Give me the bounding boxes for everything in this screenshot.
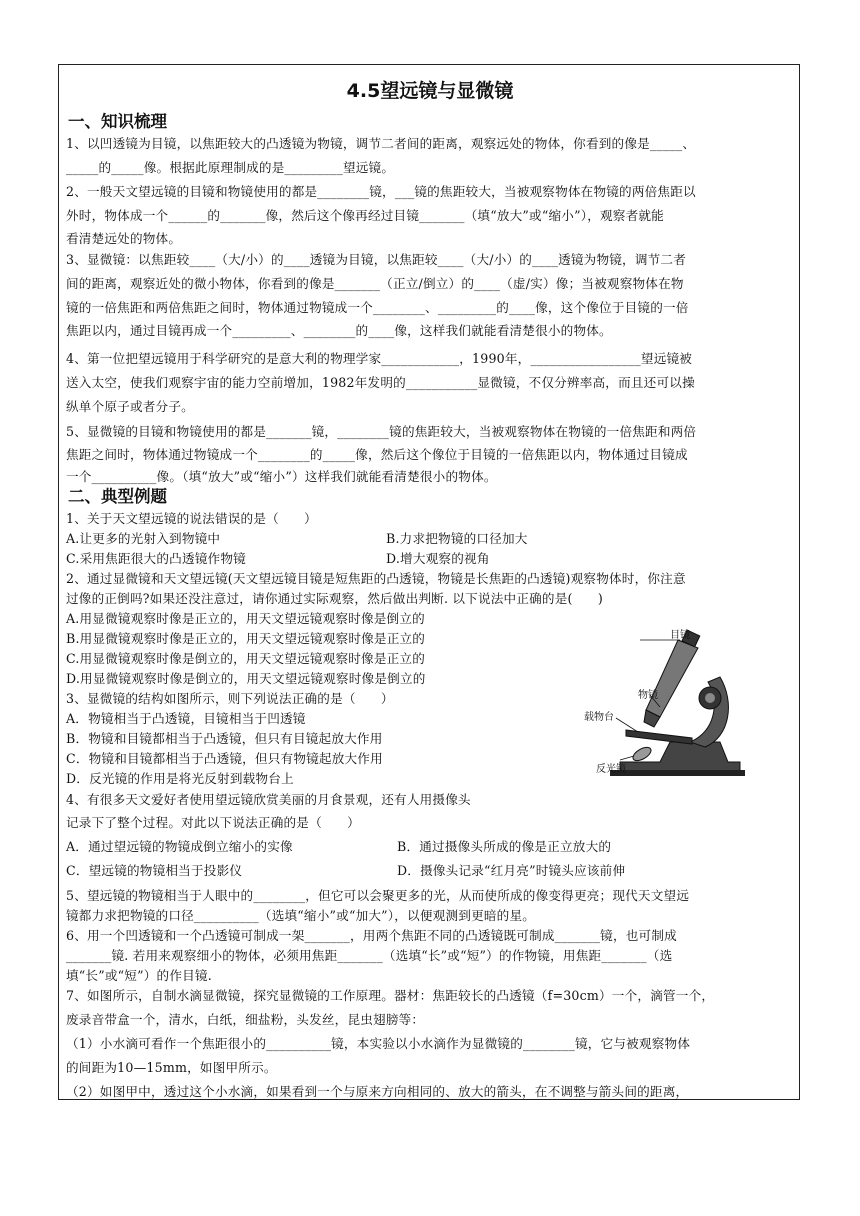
example-2-question-line-1: 2、通过显微镜和天文望远镜(天文望远镜目镜是短焦距的凸透镜，物镜是长焦距的凸透镜)观察物体时，你注意 — [66, 571, 686, 586]
objective-label: 物镜 — [638, 690, 658, 701]
eyepiece-label: 目镜 — [670, 630, 690, 641]
example-1-option-d: D.增大观察的视角 — [386, 551, 490, 566]
knowledge-3-line-2: 间的距离，观察近处的微小物体，你看到的像是_______（正立/倒立）的____（虚/实）像；当被观察物体在物 — [66, 276, 684, 291]
example-3-question: 3、显微镜的结构如图所示，则下列说法正确的是（ ） — [66, 691, 394, 706]
example-1-option-b: B.力求把物镜的口径加大 — [386, 531, 528, 546]
example-3-option-d: D．反光镜的作用是将光反射到载物台上 — [66, 771, 294, 786]
knowledge-4-line-1: 4、第一位把望远镜用于科学研究的是意大利的物理学家____________，1990年，_________________望远镜被 — [66, 351, 693, 366]
knowledge-3-line-3: 镜的一倍焦距和两倍焦距之间时，物体通过物镜成一个________、_________的____像，这个像位于目镜的一倍 — [66, 300, 689, 315]
example-2-option-b: B.用显微镜观察时像是正立的，用天文望远镜观察时像是正立的 — [66, 631, 426, 646]
example-4-option-c: C．望远镜的物镜相当于投影仪 — [66, 863, 243, 878]
example-5-line-1: 5、望远镜的物镜相当于人眼中的________，但它可以会聚更多的光，从而使所成的像变得更亮；现代天文望远 — [66, 888, 690, 903]
example-7-line-3: （1）小水滴可看作一个焦距很小的__________镜，本实验以小水滴作为显微镜的________镜，它与被观察物体 — [66, 1036, 691, 1051]
example-7-line-4: 的间距为10—15mm，如图甲所示。 — [66, 1060, 277, 1075]
knowledge-5-line-2: 焦距之间时，物体通过物镜成一个________的_____像，然后这个像位于目镜的一倍焦距以内，物体通过目镜成 — [66, 447, 688, 462]
example-4-option-d: D．摄像头记录“红月亮”时镜头应该前伸 — [397, 863, 626, 878]
knowledge-2-line-2: 外时，物体成一个______的_______像，然后这个像再经过目镜_______（填“放大”或“缩小”），观察者就能 — [66, 208, 664, 223]
knowledge-2-line-3: 看清楚远处的物体。 — [66, 231, 182, 246]
example-2-option-c: C.用显微镜观察时像是倒立的，用天文望远镜观察时像是正立的 — [66, 651, 426, 666]
example-3-option-a: A．物镜相当于凸透镜，目镜相当于凹透镜 — [66, 711, 306, 726]
example-2-question-line-2: 过像的正倒吗?如果还没注意过，请你通过实际观察，然后做出判断. 以下说法中正确的是( ) — [66, 591, 603, 606]
example-1-option-a: A.让更多的光射入到物镜中 — [66, 531, 221, 546]
section-examples-heading: 二、典型例题 — [68, 487, 167, 506]
knowledge-4-line-2: 送入太空，使我们观察宇宙的能力空前增加，1982年发明的___________显微镜，不仅分辨率高，而且还可以操 — [66, 375, 695, 390]
knowledge-1-line-1: 1、以凹透镜为目镜，以焦距较大的凸透镜为物镜，调节二者间的距离，观察远处的物体，你看到的像是_____、 — [66, 136, 696, 151]
example-6-line-2: _______镜. 若用来观察细小的物体，必须用焦距_______（选填“长”或“短”）的作物镜，用焦距_______（选 — [66, 948, 673, 963]
example-7-line-1: 7、如图所示，自制水滴显微镜，探究显微镜的工作原理。器材：焦距较长的凸透镜（f=30cm）一个，滴管一个， — [66, 988, 715, 1003]
knowledge-3-line-1: 3、显微镜：以焦距较____（大/小）的____透镜为目镜，以焦距较____（大/小）的____透镜为物镜，调节二者 — [66, 252, 687, 267]
example-4-option-a: A．通过望远镜的物镜成倒立缩小的实像 — [66, 839, 293, 854]
example-1-option-c: C.采用焦距很大的凸透镜作物镜 — [66, 551, 246, 566]
example-6-line-3: 填“长”或“短”）的作目镜. — [66, 968, 212, 983]
microscope-figure — [580, 622, 750, 780]
example-1-question: 1、关于天文望远镜的说法错误的是（ ） — [66, 511, 317, 526]
example-7-line-5: （2）如图甲中，透过这个小水滴，如果看到一个与原来方向相同的、放大的箭头，在不调整与箭头间的距离， — [66, 1084, 689, 1099]
knowledge-4-line-3: 纵单个原子或者分子。 — [66, 399, 194, 414]
example-3-option-b: B．物镜和目镜都相当于凸透镜，但只有目镜起放大作用 — [66, 731, 383, 746]
example-3-option-c: C．物镜和目镜都相当于凸透镜，但只有物镜起放大作用 — [66, 751, 383, 766]
example-2-option-a: A.用显微镜观察时像是正立的，用天文望远镜观察时像是倒立的 — [66, 611, 425, 626]
example-2-option-d: D.用显微镜观察时像是倒立的，用天文望远镜观察时像是倒立的 — [66, 671, 426, 686]
knowledge-5-line-3: 一个__________像。（填“放大”或“缩小”）这样我们就能看清楚很小的物体。 — [66, 469, 497, 484]
example-4-question-line-1: 4、有很多天文爱好者使用望远镜欣赏美丽的月食景观，还有人用摄像头 — [66, 792, 471, 807]
section-knowledge-heading: 一、知识梳理 — [68, 112, 167, 131]
page-title: 4.5望远镜与显微镜 — [346, 80, 514, 102]
knowledge-5-line-1: 5、显微镜的目镜和物镜使用的都是_______镜，________镜的焦距较大，当被观察物体在物镜的一倍焦距和两倍 — [66, 424, 697, 439]
example-4-question-line-2: 记录下了整个过程。对此以下说法正确的是（ ） — [66, 815, 360, 830]
example-6-line-1: 6、用一个凹透镜和一个凸透镜可制成一架_______，用两个焦距不同的凸透镜既可制成_______镜，也可制成 — [66, 928, 677, 943]
knowledge-1-line-2: _____的_____像。根据此原理制成的是_________望远镜。 — [66, 160, 395, 175]
microscope-drawing — [580, 622, 750, 780]
knowledge-3-line-4: 焦距以内，通过目镜再成一个_________、________的____像，这样我们就能看清楚很小的物体。 — [66, 323, 612, 338]
mirror-label: 反光镜 — [596, 764, 626, 775]
knowledge-2-line-1: 2、一般天文望远镜的目镜和物镜使用的都是________镜，___镜的焦距较大，当被观察物体在物镜的两倍焦距以 — [66, 184, 696, 199]
stage-label: 载物台 — [584, 712, 614, 723]
example-7-line-2: 废录音带盒一个，清水，白纸，细盐粉，头发丝，昆虫翅膀等： — [66, 1012, 425, 1027]
example-4-option-b: B．通过摄像头所成的像是正立放大的 — [397, 839, 612, 854]
example-5-line-2: 镜都力求把物镜的口径__________（选填“缩小”或“加大”），以便观测到更暗的星。 — [66, 908, 536, 923]
